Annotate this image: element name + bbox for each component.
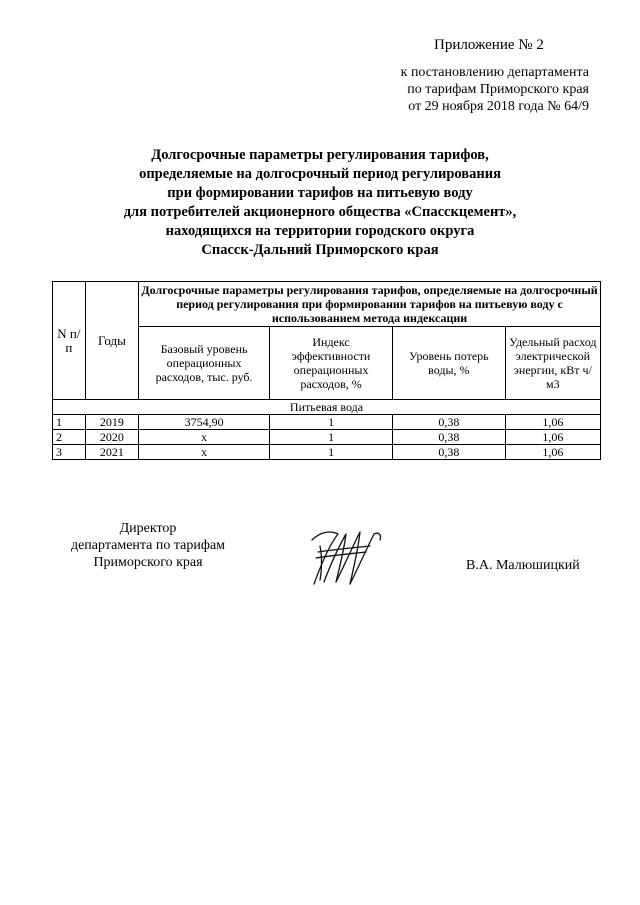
title-line: для потребителей акционерного общества «Спасскцемент»,: [123, 204, 517, 220]
appendix-label: Приложение № 2: [434, 37, 544, 53]
cell-year: 2020: [85, 430, 138, 445]
cell-loss: 0,38: [393, 430, 506, 445]
position-line: департамента по тарифам: [70, 538, 226, 553]
header-base-costs: Базовый уровень операционных расходов, тыс. руб.: [139, 327, 270, 400]
table-row: [53, 430, 601, 445]
title-line: Спасск-Дальний Приморского края: [201, 242, 439, 258]
title-line: при формировании тарифов на питьевую воду: [167, 185, 473, 201]
section-label: Питьевая вода: [53, 400, 601, 415]
cell-loss: 0,38: [393, 445, 506, 460]
title-line: находящихся на территории городского округа: [165, 223, 475, 239]
header-energy-consumption: Удельный расход электрической энергии, кВт ч/м3: [505, 327, 600, 400]
signatory-position: [48, 520, 248, 571]
cell-number: 2: [53, 430, 86, 445]
cell-base: x: [139, 445, 270, 460]
cell-year: 2019: [85, 415, 138, 430]
header-years: Годы: [85, 282, 138, 400]
cell-base: 3754,90: [139, 415, 270, 430]
reference-line: к постановлению департамента: [400, 65, 589, 80]
cell-index: 1: [270, 445, 393, 460]
title-line: определяемые на долгосрочный период регулирования: [139, 166, 501, 182]
position-line: Приморского края: [93, 555, 203, 570]
handwritten-signature: [300, 522, 390, 592]
document-title: [70, 146, 570, 260]
header-group: Долгосрочные параметры регулирования тарифов, определяемые на долгосрочный период регулирования при формировании тарифов на питьевую воду с использованием метода индексации: [139, 282, 601, 327]
cell-number: 3: [53, 445, 86, 460]
header-efficiency-index: Индекс эффективности операционных расходов, %: [270, 327, 393, 400]
cell-base: x: [139, 430, 270, 445]
table-row: [53, 445, 601, 460]
reference-line: по тарифам Приморского края: [407, 82, 589, 97]
cell-energy: 1,06: [505, 415, 600, 430]
cell-loss: 0,38: [393, 415, 506, 430]
cell-index: 1: [270, 430, 393, 445]
cell-energy: 1,06: [505, 430, 600, 445]
parameters-table: [52, 281, 601, 460]
cell-index: 1: [270, 415, 393, 430]
table-row: [53, 415, 601, 430]
cell-year: 2021: [85, 445, 138, 460]
cell-number: 1: [53, 415, 86, 430]
cell-energy: 1,06: [505, 445, 600, 460]
title-line: Долгосрочные параметры регулирования тарифов,: [151, 147, 489, 163]
header-number: N п/п: [53, 282, 86, 400]
header-water-loss: Уровень потерь воды, %: [393, 327, 506, 400]
reference-line: от 29 ноября 2018 года № 64/9: [408, 99, 589, 114]
reference-block: [329, 64, 589, 115]
signatory-name: В.А. Малюшицкий: [466, 558, 580, 573]
position-line: Директор: [119, 521, 177, 536]
